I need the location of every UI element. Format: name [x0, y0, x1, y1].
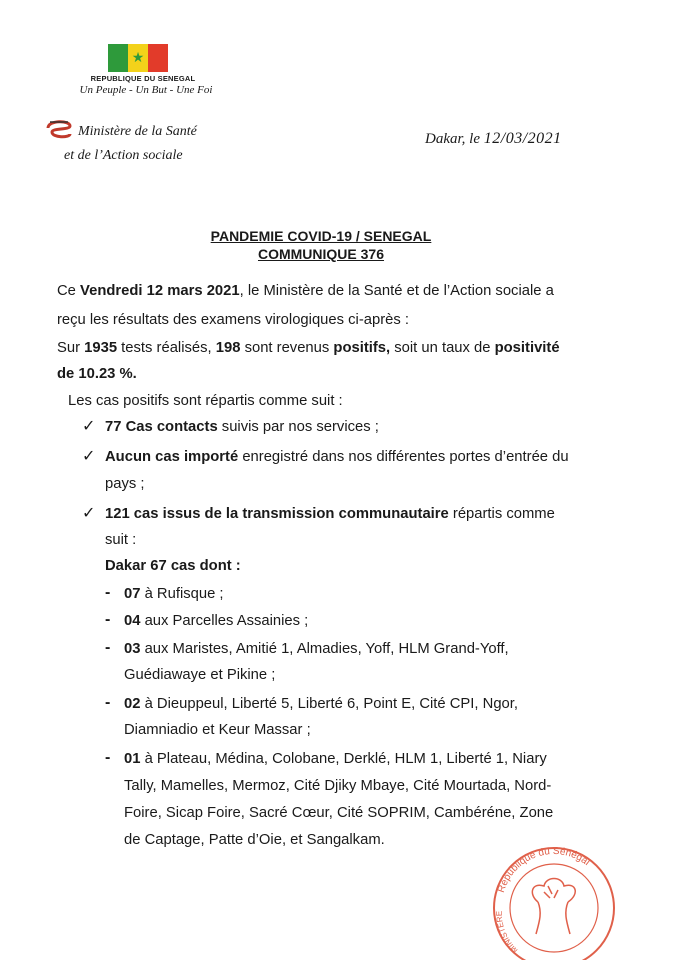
case-text: répartis comme [448, 506, 555, 522]
flag-band-red [148, 44, 168, 72]
title-line2: COMMUNIQUE 376 [257, 246, 385, 262]
dakar-item [124, 641, 509, 657]
case-bold: Aucun cas importé [105, 449, 239, 465]
baobab-emblem-icon [532, 879, 575, 935]
item-count: 02 [124, 696, 141, 712]
official-stamp [488, 842, 618, 960]
svg-text:République du Sénégal [496, 846, 592, 894]
case-bold: 77 Cas contacts [105, 419, 218, 435]
flag-band-yellow [128, 44, 148, 72]
case-contacts [105, 419, 379, 435]
dash-bullet: - [105, 694, 111, 711]
intro-date: Vendredi 12 mars 2021 [80, 283, 240, 299]
intro-text: , le Ministère de la Santé et de l’Action sociale a [239, 283, 554, 299]
positive-count: 198 [215, 340, 241, 356]
senegal-flag-icon [108, 44, 168, 72]
intro-line3 [57, 340, 560, 356]
intro-text: tests réalisés, [117, 340, 216, 356]
item-text: à Rufisque ; [140, 586, 224, 602]
dakar-item-cont: Foire, Sicap Foire, Sacré Cœur, Cité SOPRIM, Cambéréne, Zone [124, 805, 554, 821]
intro-text: Ce [57, 283, 81, 299]
case-community-cont: suit : [105, 532, 137, 548]
dash-bullet: - [105, 639, 111, 656]
title-line1: PANDEMIE COVID-19 / SENEGAL [210, 228, 432, 244]
intro-text: soit un taux de [390, 340, 495, 356]
stamp-top-text: République du Sénégal [495, 845, 592, 895]
item-text: aux Parcelles Assainies ; [140, 613, 309, 629]
dakar-heading: Dakar 67 cas dont : [105, 558, 241, 574]
item-text: à Dieuppeul, Liberté 5, Liberté 6, Point E, Cité CPI, Ngor, [140, 696, 518, 712]
intro-line2: reçu les résultats des examens virologiques ci-après : [57, 312, 409, 328]
case-text: suivis par nos services ; [217, 419, 379, 435]
item-count: 03 [124, 641, 141, 657]
intro-text: sont revenus [240, 340, 334, 356]
positivity-rate: de 10.23 %. [57, 366, 137, 382]
dash-bullet: - [105, 749, 111, 766]
item-count: 07 [124, 586, 141, 602]
dakar-item [124, 586, 224, 602]
ministry-name-line1: Ministère de la Santé [78, 124, 197, 139]
dakar-item [124, 751, 547, 767]
item-count: 01 [124, 751, 141, 767]
checkmark-icon: ✓ [82, 446, 96, 465]
dakar-item-cont: Guédiawaye et Pikine ; [124, 667, 276, 683]
case-text: enregistré dans nos différentes portes d’entrée du [238, 449, 569, 465]
case-imported [105, 449, 569, 465]
republic-motto: Un Peuple - Un But - Une Foi [79, 84, 213, 96]
ministry-logo-icon [44, 116, 74, 142]
intro-line1 [57, 283, 554, 299]
case-bold: 121 cas issus de la transmission communautaire [105, 506, 449, 522]
flag-band-green [108, 44, 128, 72]
date-prefix: Dakar, le [425, 131, 480, 147]
case-imported-cont: pays ; [105, 476, 145, 492]
checkmark-icon: ✓ [82, 416, 96, 435]
star-icon: ★ [131, 50, 145, 66]
tests-count: 1935 [84, 340, 118, 356]
case-community [105, 506, 555, 522]
dash-bullet: - [105, 611, 111, 628]
stamp-side-text: MINISTERE [494, 910, 520, 955]
dakar-item [124, 613, 308, 629]
item-count: 04 [124, 613, 141, 629]
republic-name: REPUBLIQUE DU SENEGAL [90, 74, 196, 83]
item-text: aux Maristes, Amitié 1, Almadies, Yoff, HLM Grand-Yoff, [140, 641, 509, 657]
dateline [425, 130, 562, 148]
dakar-item [124, 696, 518, 712]
checkmark-icon: ✓ [82, 503, 96, 522]
intro-text: Sur [57, 340, 85, 356]
cases-intro: Les cas positifs sont répartis comme suit : [68, 393, 343, 409]
dakar-item-cont: Diamniadio et Keur Massar ; [124, 722, 311, 738]
positive-word: positifs, [333, 340, 391, 356]
dakar-item-cont: de Captage, Patte d’Oie, et Sangalkam. [124, 832, 385, 848]
date-value: 12/03/2021 [483, 130, 562, 147]
positivity-word: positivité [494, 340, 560, 356]
dash-bullet: - [105, 584, 111, 601]
item-text: à Plateau, Médina, Colobane, Derklé, HLM 1, Liberté 1, Niary [140, 751, 547, 767]
ministry-name-line2: et de l’Action sociale [64, 148, 183, 163]
dakar-item-cont: Tally, Mamelles, Mermoz, Cité Djiky Mbaye, Cité Mourtada, Nord- [124, 778, 552, 794]
